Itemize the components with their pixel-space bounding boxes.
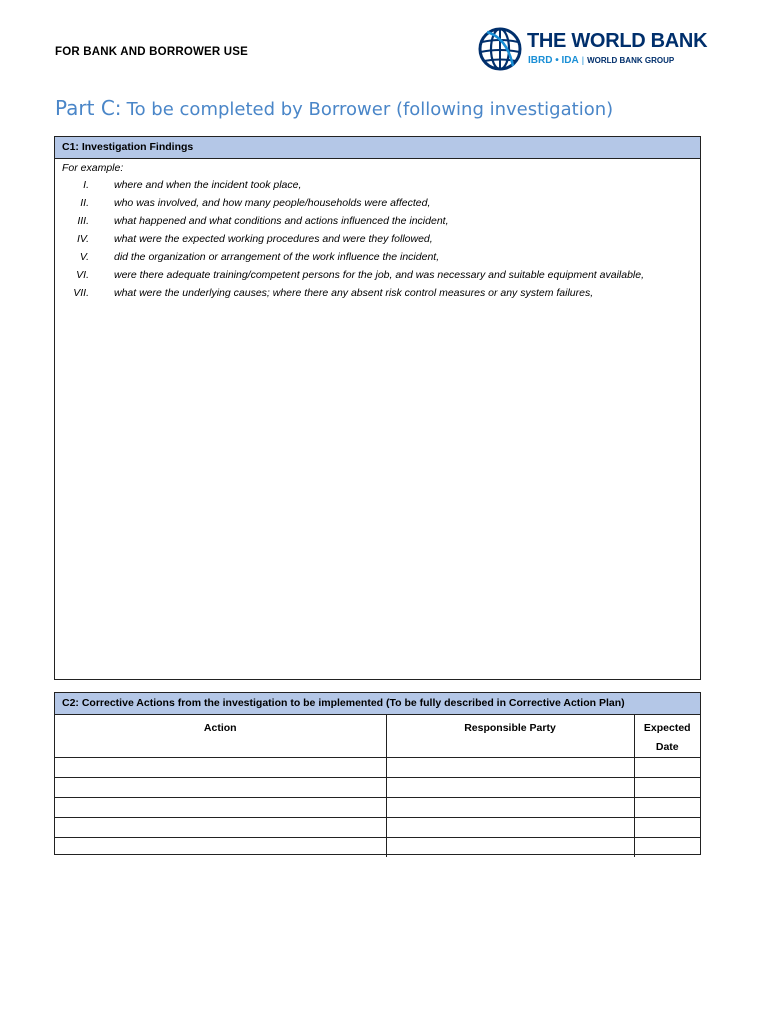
list-item-number: V. (79, 251, 89, 263)
list-item (62, 284, 693, 302)
list-item-text: who was involved, and how many people/households were affected, (114, 197, 431, 209)
expected-date-cell[interactable] (634, 838, 700, 858)
list-item-text: were there adequate training/competent persons for the job, and was necessary and suitable equipment available, (114, 269, 644, 281)
list-item (62, 194, 693, 212)
page-title-text: To be completed by Borrower (following investigation) (126, 99, 614, 120)
table-row (55, 778, 700, 798)
example-intro: For example: (62, 162, 124, 174)
list-item (62, 230, 693, 248)
expected-date-cell[interactable] (634, 798, 700, 818)
list-item (62, 266, 693, 284)
section-heading-c1: C1: Investigation Findings (55, 137, 700, 159)
table-header-row (55, 715, 700, 758)
column-header-responsible-party: Responsible Party (386, 715, 634, 758)
action-cell[interactable] (55, 798, 386, 818)
globe-icon (477, 24, 523, 74)
table-row (55, 838, 700, 858)
list-item-text: where and when the incident took place, (114, 179, 302, 191)
responsible-party-cell[interactable] (386, 818, 634, 838)
list-item-number: VI. (76, 269, 89, 281)
document-label: FOR BANK AND BORROWER USE (55, 46, 249, 58)
action-cell[interactable] (55, 818, 386, 838)
logo-subtitle (528, 55, 674, 66)
action-cell[interactable] (55, 758, 386, 778)
list-item-text: what were the underlying causes; where there any absent risk control measures or any system failures, (114, 287, 594, 299)
list-item-number: I. (83, 179, 89, 191)
column-header-action: Action (55, 715, 386, 758)
action-cell[interactable] (55, 778, 386, 798)
world-bank-logo (477, 24, 707, 76)
investigation-findings-section (54, 136, 701, 680)
list-item-text: what were the expected working procedures and were they followed, (114, 233, 433, 245)
column-header-expected-date: Expected Date (634, 715, 700, 758)
action-cell[interactable] (55, 838, 386, 858)
expected-date-cell[interactable] (634, 778, 700, 798)
list-item (62, 212, 693, 230)
responsible-party-cell[interactable] (386, 758, 634, 778)
list-item-number: III. (77, 215, 89, 227)
responsible-party-cell[interactable] (386, 838, 634, 858)
table-row (55, 818, 700, 838)
list-item (62, 248, 693, 266)
responsible-party-cell[interactable] (386, 798, 634, 818)
list-item-number: VII. (73, 287, 89, 299)
page-title (55, 96, 613, 120)
list-item-text: did the organization or arrangement of the work influence the incident, (114, 251, 440, 263)
list-item-number: II. (80, 197, 89, 209)
findings-entry-area[interactable] (55, 159, 700, 304)
logo-group: WORLD BANK GROUP (587, 56, 675, 65)
logo-ibrd-ida: IBRD • IDA (528, 55, 579, 66)
corrective-actions-section (54, 692, 701, 855)
list-item (62, 176, 693, 194)
logo-divider: | (581, 55, 585, 65)
section-heading-c2: C2: Corrective Actions from the investigation to be implemented (To be fully described in Corrective Action Plan) (55, 693, 700, 715)
page-title-lead: Part C: (55, 96, 122, 120)
list-item-number: IV. (76, 233, 89, 245)
corrective-actions-table (55, 715, 700, 857)
table-row (55, 758, 700, 778)
expected-date-cell[interactable] (634, 758, 700, 778)
logo-title: THE WORLD BANK (527, 30, 708, 52)
responsible-party-cell[interactable] (386, 778, 634, 798)
list-item-text: what happened and what conditions and actions influenced the incident, (114, 215, 449, 227)
expected-date-cell[interactable] (634, 818, 700, 838)
table-row (55, 798, 700, 818)
